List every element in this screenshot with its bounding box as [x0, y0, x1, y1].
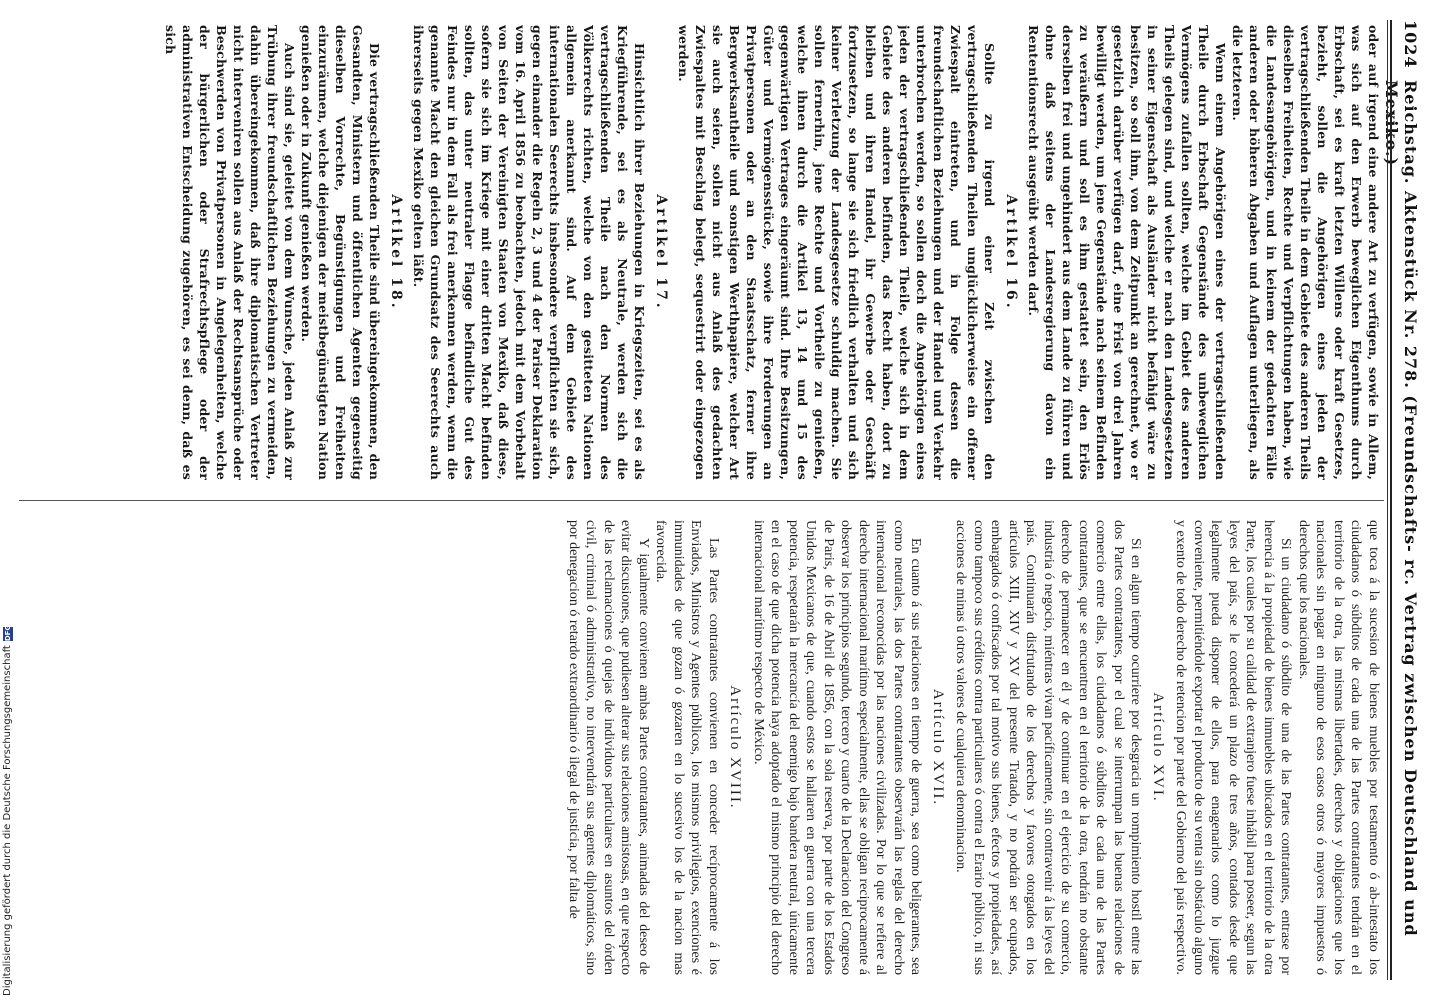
- spanish-article-16-text: Si en algun tiempo ocurriere por desgracia un rompimiento hostil entre las dos Partes contratantes, por el cual se interrumpan las buenas relaciones de comercio entre ellas, los ciudadanos ó súbditos de cada una de las Partes contratantes, que se encuentren en el territorio de la otra, tendrán no obstante derecho de permanecer en él y de continuar en el ejercicio de su comercio, industria ó negocio, miéntras vivan pacíficamente, sin contravenir á las leyes del país. Continuarán disfrutando de los derechos y favores otorgados en los artículos XIII, XIV y XV del presente Tratado, y no podrán ser ocupados, embargados ó confiscados por tal motivo sus bienes, efectos y propiedades, así como tampoco sus créditos contra particulares ó contra el Erario público, ni sus acciones de minas ú otros valores de cualquiera denominacion.: [953, 520, 1144, 975]
- german-top-paragraph: oder auf irgend eine andere Art zu verfügen, sowie in Allem, was sich auf den Erwerb beweglichen Eigenthums durch Erbschaft, sei es kraft letzten Willens oder kraft Gesetzes, bezieht, sollen die Angehörigen eines jeden der vertragschließenden Theile in dem Gebiete des anderen Theils dieselben Freiheiten, Rechte und Verpflichtungen haben, wie die Landesangehörigen, und in keinem der gedachten Fälle anderen oder höheren Abgaben und Auflagen unterliegen, als die letzteren.: [1230, 25, 1381, 480]
- german-article-16-text: Sollte zu irgend einer Zeit zwischen den vertragschließenden Theilen unglücklicherweise ein offener Zwiespalt eintreten, und in Folge dessen die freundschaftlichen Beziehungen und der Handel und Verkehr unterbrochen werden, so sollen doch die Angehörigen eines jeden der vertragschließenden Theile, welche sich in dem Gebiete des anderen befinden, das Recht haben, dort zu bleiben und ihren Handel, ihr Gewerbe oder Geschäft fortzusetzen, so lange sie sich friedlich verhalten und sich keiner Verletzung der Landesgesetze schuldig machen. Sie sollen fernerhin, jene Rechte und Vortheile zu genießen, welche ihnen durch die Artikel 13, 14 und 15 des gegenwärtigen Vertrages eingeräumt sind. Ihre Besitzungen, Güter und Vermögensstücke, sowie ihre Forderungen an Privatpersonen oder an den Staatsschatz, ferner ihre Bergwerksantheile und sonstigen Werthpapiere, welcher Art sie auch seien, sollen nicht aus Anlaß des gedachten Zwiespaltes mit Beschlag belegt, sequestrirt oder eingezogen werden.: [676, 25, 997, 480]
- spanish-column: [22, 520, 1382, 975]
- spanish-article-18-heading: Artículo XVIII.: [727, 685, 744, 810]
- german-article-17-text: Hinsichtlich ihrer Beziehungen in Kriegszeiten, sei es als Kriegführende, sei es als Neutrale, werden sich die vertragschließenden Theile nach den Normen des Völkerrechts richten, welche von den gesitteten Nationen allgemein anerkannt sind. Auf dem Gebiete des internationalen Seerechts insbesondere verpflichten sie sich, gegen einander die Regeln 2, 3 und 4 der Pariser Deklaration vom 16. April 1856 zu beobachten, jedoch mit dem Vorbehalt von Seiten der Vereinigten Staaten von Mexiko, daß diese, sofern sie sich im Kriege mit einer dritten Macht befinden sollten, das unter neutraler Flagge befindliche Gut des Feindes nur in dem Fall als frei anerkennen werden, wenn die genannte Macht den gleichen Grundsatz des Seerechts auch ihrerseits gegen Mexiko gelten läßt.: [411, 25, 647, 480]
- spanish-paragraph: Si un ciudadano ó súbdito de una de las Partes contratantes, entrase por herencia á la propiedad de bienes inmuebles ubicados en el territorio de la otra Parte, los cuales por su calidad de extranjero fuese inhábil para poseer, segun las leyes del país, se le concederá un plazo de tres años, contados desde que legalmente pueda disponer de ellos, para enagenarlos como lo juzgue conveniente, permitiéndole exportar el producto de su venta sin obstáculo alguno y exento de todo derecho de retencion por parte del Gobierno del país respectivo.: [1173, 520, 1294, 975]
- german-article-18-text-continued: Auch sind sie, geleitet von dem Wunsche, jeden Anlaß zur Trübung ihrer freundschaftlichen Beziehungen zu vermeiden, dahin übereingekommen, daß ihre diplomatischen Vertreter nicht interveniren sollen aus Anlaß der Rechtsansprüche oder Beschwerden von Privatpersonen in Angelegenheiten, welche der bürgerlichen oder Strafrechtspflege oder der administrativen Entscheidung zugehören, es sei denn, daß es sich: [163, 25, 297, 480]
- header-rule: [1390, 20, 1392, 980]
- spanish-article-17-heading: Artículo XVII.: [930, 688, 946, 807]
- header-rule-thin: [1387, 20, 1388, 980]
- spanish-article-18-text: Las Partes contratantes convienen en conceder recíprocamente á los Enviados, Ministros y Agentes públicos, los mismos privilegios, exenciones é inmunidades de que gozan ó gozaren en lo sucesivo los de la nacion mas favorecida.: [653, 520, 721, 975]
- german-article-16-heading: Artikel 16.: [1003, 194, 1019, 311]
- german-article-18-heading: Artikel 18.: [388, 194, 404, 311]
- german-article-17-heading: Artikel 17.: [653, 194, 669, 311]
- spanish-article-16-heading: Artículo XVI.: [1150, 692, 1166, 803]
- german-column: [22, 25, 1382, 480]
- digitization-credit: [2, 624, 13, 996]
- page-number: 1024: [1401, 20, 1420, 69]
- page-title: Reichstag. Aktenstück Nr. 278. (Freundschafts- rc. Vertrag zwischen Deutschland und Mexiko.): [1382, 80, 1420, 937]
- dfg-logo-icon: DFG: [3, 624, 12, 642]
- page-header: [1382, 20, 1422, 980]
- spanish-article-17-text: En cuanto á sus relaciones en tiempo de guerra, sea como beligerantes, sea como neutrales, las dos Partes contratantes observarán las reglas del derecho internacional reconocidas por las naciones civilizadas. Por lo que se refiere al derecho internacional marítimo especialmente, ellas se obligan reciprocamente á observar los principios segundo, tercero y cuarto de la Declaracion del Congreso de Paris, de 16 de Abril de 1856, con la sola reserva, por parte de los Estados Unidos Mexicanos de que, cuando estos se hallaren en guerra con una tercera potencia, respetarán la mercancía del enemigo bajo bandera neutral, únicamente en el caso de que dicha potencia haya adoptado el mismo principio del derecho internacional marítimo respecto de México.: [751, 520, 924, 975]
- german-article-18-text: Die vertragschließenden Theile sind übereingekommen, den Gesandten, Ministern und öffentlichen Agenten gegenseitig dieselben Vorrechte, Begünstigungen und Freiheiten einzuräumen, welche diejenigen der meistbegünstigten Nation genießen oder in Zukunft genießen werden.: [299, 25, 382, 480]
- spanish-top-paragraph: que toca á la sucesion de bienes muebles por testamento ó ab-intestato los ciudadanos ó súbditos de cada una de las Partes contratantes tendrán en el territorio de la otra, las mismas libertades, derechos y obligaciones que los nacionales sin pagar en ninguno de esos casos otros ó mayores impuestos ó derechos que los nacionales.: [1296, 520, 1381, 975]
- spanish-article-18-text-continued: Y igualmente convienen ambas Partes contratantes, animadas del deseo de evitar discusiones, que pudiesen alterar sus relaciones amistosas, en que respecto de las reclamaciones ó quejas de individuos particulares en asuntos del órden civil, criminal ó administrativo, no intervendrán sus agentes diplomáticos, sino por denegacion ó retardo extraordinario ó ilegal de justicia, por falta de: [566, 520, 651, 975]
- german-paragraph: Wenn einem Angehörigen eines der vertragschließenden Theile durch Erbschaft Gegenstände des unbeweglichen Vermögens zufallen sollten, welche im Gebiet des anderen Theils gelegen sind, und welche er nach den Landesgesetzen in seiner Eigenschaft als Ausländer nicht befähigt wäre zu besitzen, so soll ihm, von dem Zeitpunkt an gerechnet, wo er gesetzlich darüber verfügen darf, eine Frist von drei Jahren bewilligt werden, um jene Gegenstände nach seinem Befinden zu veräußern und soll es ihm gestattet sein, den Erlös derselben frei und ungehindert aus dem Lande zu führen und ohne daß seitens der Landesregierung davon ein Rententionsrecht ausgeübt werden darf.: [1026, 25, 1228, 480]
- credit-text: Digitalisierung gefördert durch die Deutsche Forschungsgemeinschaft: [2, 645, 13, 996]
- column-separator: [19, 500, 1384, 501]
